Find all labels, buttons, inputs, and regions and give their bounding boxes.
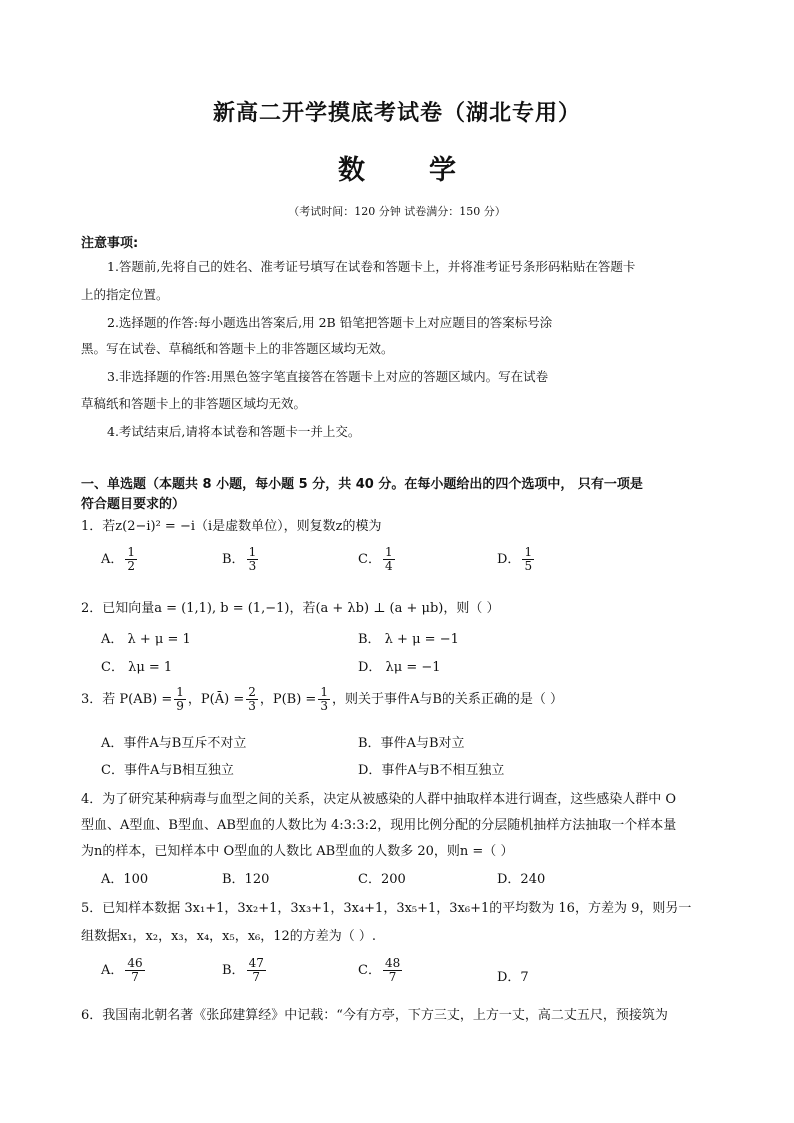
- q1-option-b: [222, 546, 260, 573]
- subject-char-1: 数: [338, 155, 365, 186]
- fraction: [247, 546, 259, 573]
- denominator: 5: [524, 559, 533, 573]
- notice-line: 1.答题前,先将自己的姓名、准考证号填写在试卷和答题卡上，并将准考证号条形码粘贴在答题卡: [107, 259, 636, 274]
- exam-meta: （考试时间：120 分钟 试卷满分：150 分）: [288, 205, 506, 218]
- option-label: D．: [497, 552, 521, 567]
- question-5-stem: 组数据x₁，x₂，x₃，x₄，x₅，x₆，12的方差为（ ）.: [81, 929, 377, 944]
- numerator: 1: [320, 685, 328, 699]
- question-3-stem: [81, 686, 563, 713]
- q1-option-d: [497, 546, 536, 573]
- option-label: A．: [101, 963, 124, 978]
- fraction: [247, 957, 266, 984]
- subject-heading: [0, 148, 794, 187]
- section-heading: 符合题目要求的）: [81, 497, 186, 512]
- q2-option-b: B． λ + μ = −1: [358, 632, 459, 647]
- option-label: B．: [222, 963, 245, 978]
- q4-option-d: D．240: [497, 872, 546, 887]
- numerator: 1: [248, 545, 257, 559]
- question-6-stem: 6．我国南北朝名著《张邱建算经》中记载：“今有方亭，下方三丈，上方一丈，高二丈五尺，预接筑为: [81, 1008, 668, 1023]
- fraction: [522, 546, 534, 573]
- numerator: 1: [384, 545, 393, 559]
- q3-option-a: A．事件A与B互斥不对立: [101, 736, 247, 751]
- fraction: [125, 957, 144, 984]
- denominator: 3: [248, 559, 257, 573]
- q4-option-a: A．100: [101, 872, 149, 887]
- numerator: 1: [127, 545, 136, 559]
- numerator: 1: [176, 685, 184, 699]
- q1-option-a: [101, 546, 139, 573]
- q2-option-a: A． λ + μ = 1: [101, 632, 191, 647]
- q4-option-b: B．120: [222, 872, 270, 887]
- option-label: C．: [358, 963, 381, 978]
- denominator: 2: [127, 559, 136, 573]
- denominator: 4: [384, 559, 393, 573]
- numerator: 2: [248, 685, 256, 699]
- notice-line: 2.选择题的作答:每小题选出答案后,用 2B 铅笔把答题卡上对应题目的答案标号涂: [107, 315, 553, 330]
- notice-line: 3.非选择题的作答:用黑色签字笔直接答在答题卡上对应的答题区域内。写在试卷: [107, 369, 549, 384]
- q5-option-c: [358, 957, 404, 984]
- fraction: [246, 686, 258, 713]
- q5-option-b: [222, 957, 268, 984]
- denominator: 7: [388, 970, 397, 984]
- stem-part: ，P(B) =: [259, 692, 317, 707]
- question-1-stem: 1．若z(2−i)² = −i（i是虚数单位），则复数z的模为: [81, 519, 382, 534]
- question-4-stem: 为n的样本，已知样本中 O型血的人数比 AB型血的人数多 20，则n =（ ）: [81, 844, 514, 859]
- q1-option-c: [358, 546, 397, 573]
- question-5-stem: 5．已知样本数据 3x₁+1，3x₂+1，3x₃+1，3x₄+1，3x₅+1，3x₆+1的平均数为 16，方差为 9，则另一: [81, 901, 692, 916]
- question-4-stem: 4．为了研究某种病毒与血型之间的关系，决定从被感染的人群中抽取样本进行调查，这些感染人群中 O: [81, 792, 677, 807]
- fraction: [174, 686, 186, 713]
- stem-part: 3．若 P(AB) =: [81, 692, 173, 707]
- denominator: 7: [252, 970, 261, 984]
- notice-line: 黑。写在试卷、草稿纸和答题卡上的非答题区域均无效。: [81, 341, 394, 356]
- notice-line: 上的指定位置。: [81, 287, 169, 302]
- denominator: 3: [248, 699, 256, 713]
- fraction: [125, 546, 137, 573]
- exam-title: 新高二开学摸底考试卷（湖北专用）: [212, 101, 581, 126]
- q5-option-d: D．7: [497, 970, 529, 985]
- notice-line: 4.考试结束后,请将本试卷和答题卡一并上交。: [107, 424, 361, 439]
- q2-option-c: C． λμ = 1: [101, 660, 173, 675]
- q3-option-c: C．事件A与B相互独立: [101, 763, 234, 778]
- option-label: A．: [101, 552, 124, 567]
- q5-option-a: [101, 957, 147, 984]
- stem-part: ，P(Ā) =: [187, 692, 245, 707]
- notice-line: 草稿纸和答题卡上的非答题区域均无效。: [81, 396, 307, 411]
- option-label: C．: [358, 552, 381, 567]
- stem-part: ，则关于事件A与B的关系正确的是（ ）: [331, 692, 564, 707]
- q3-option-d: D．事件A与B不相互独立: [358, 763, 505, 778]
- notice-heading: 注意事项:: [81, 236, 139, 251]
- option-label: B．: [222, 552, 245, 567]
- q4-option-c: C．200: [358, 872, 406, 887]
- question-4-stem: 型血、A型血、B型血、AB型血的人数比为 4:3:3:2，现用比例分配的分层随机抽样方法抽取一个样本量: [81, 818, 677, 833]
- question-2-stem: 2．已知向量a = (1,1), b = (1,−1)，若(a + λb) ⊥ (a + μb)，则（ ）: [81, 601, 500, 616]
- fraction: [383, 957, 402, 984]
- q3-option-b: B．事件A与B对立: [358, 736, 465, 751]
- denominator: 9: [176, 699, 184, 713]
- numerator: 48: [384, 956, 401, 970]
- numerator: 1: [524, 545, 533, 559]
- fraction: [383, 546, 395, 573]
- numerator: 47: [248, 956, 264, 970]
- numerator: 46: [127, 956, 143, 970]
- q2-option-d: D． λμ = −1: [358, 660, 441, 675]
- denominator: 7: [131, 970, 139, 984]
- denominator: 3: [320, 699, 328, 713]
- fraction: [318, 686, 330, 713]
- section-heading: 一、单选题（本题共 8 小题，每小题 5 分，共 40 分。在每小题给出的四个选项中， 只有一项是: [81, 477, 643, 492]
- subject-char-2: 学: [429, 155, 456, 186]
